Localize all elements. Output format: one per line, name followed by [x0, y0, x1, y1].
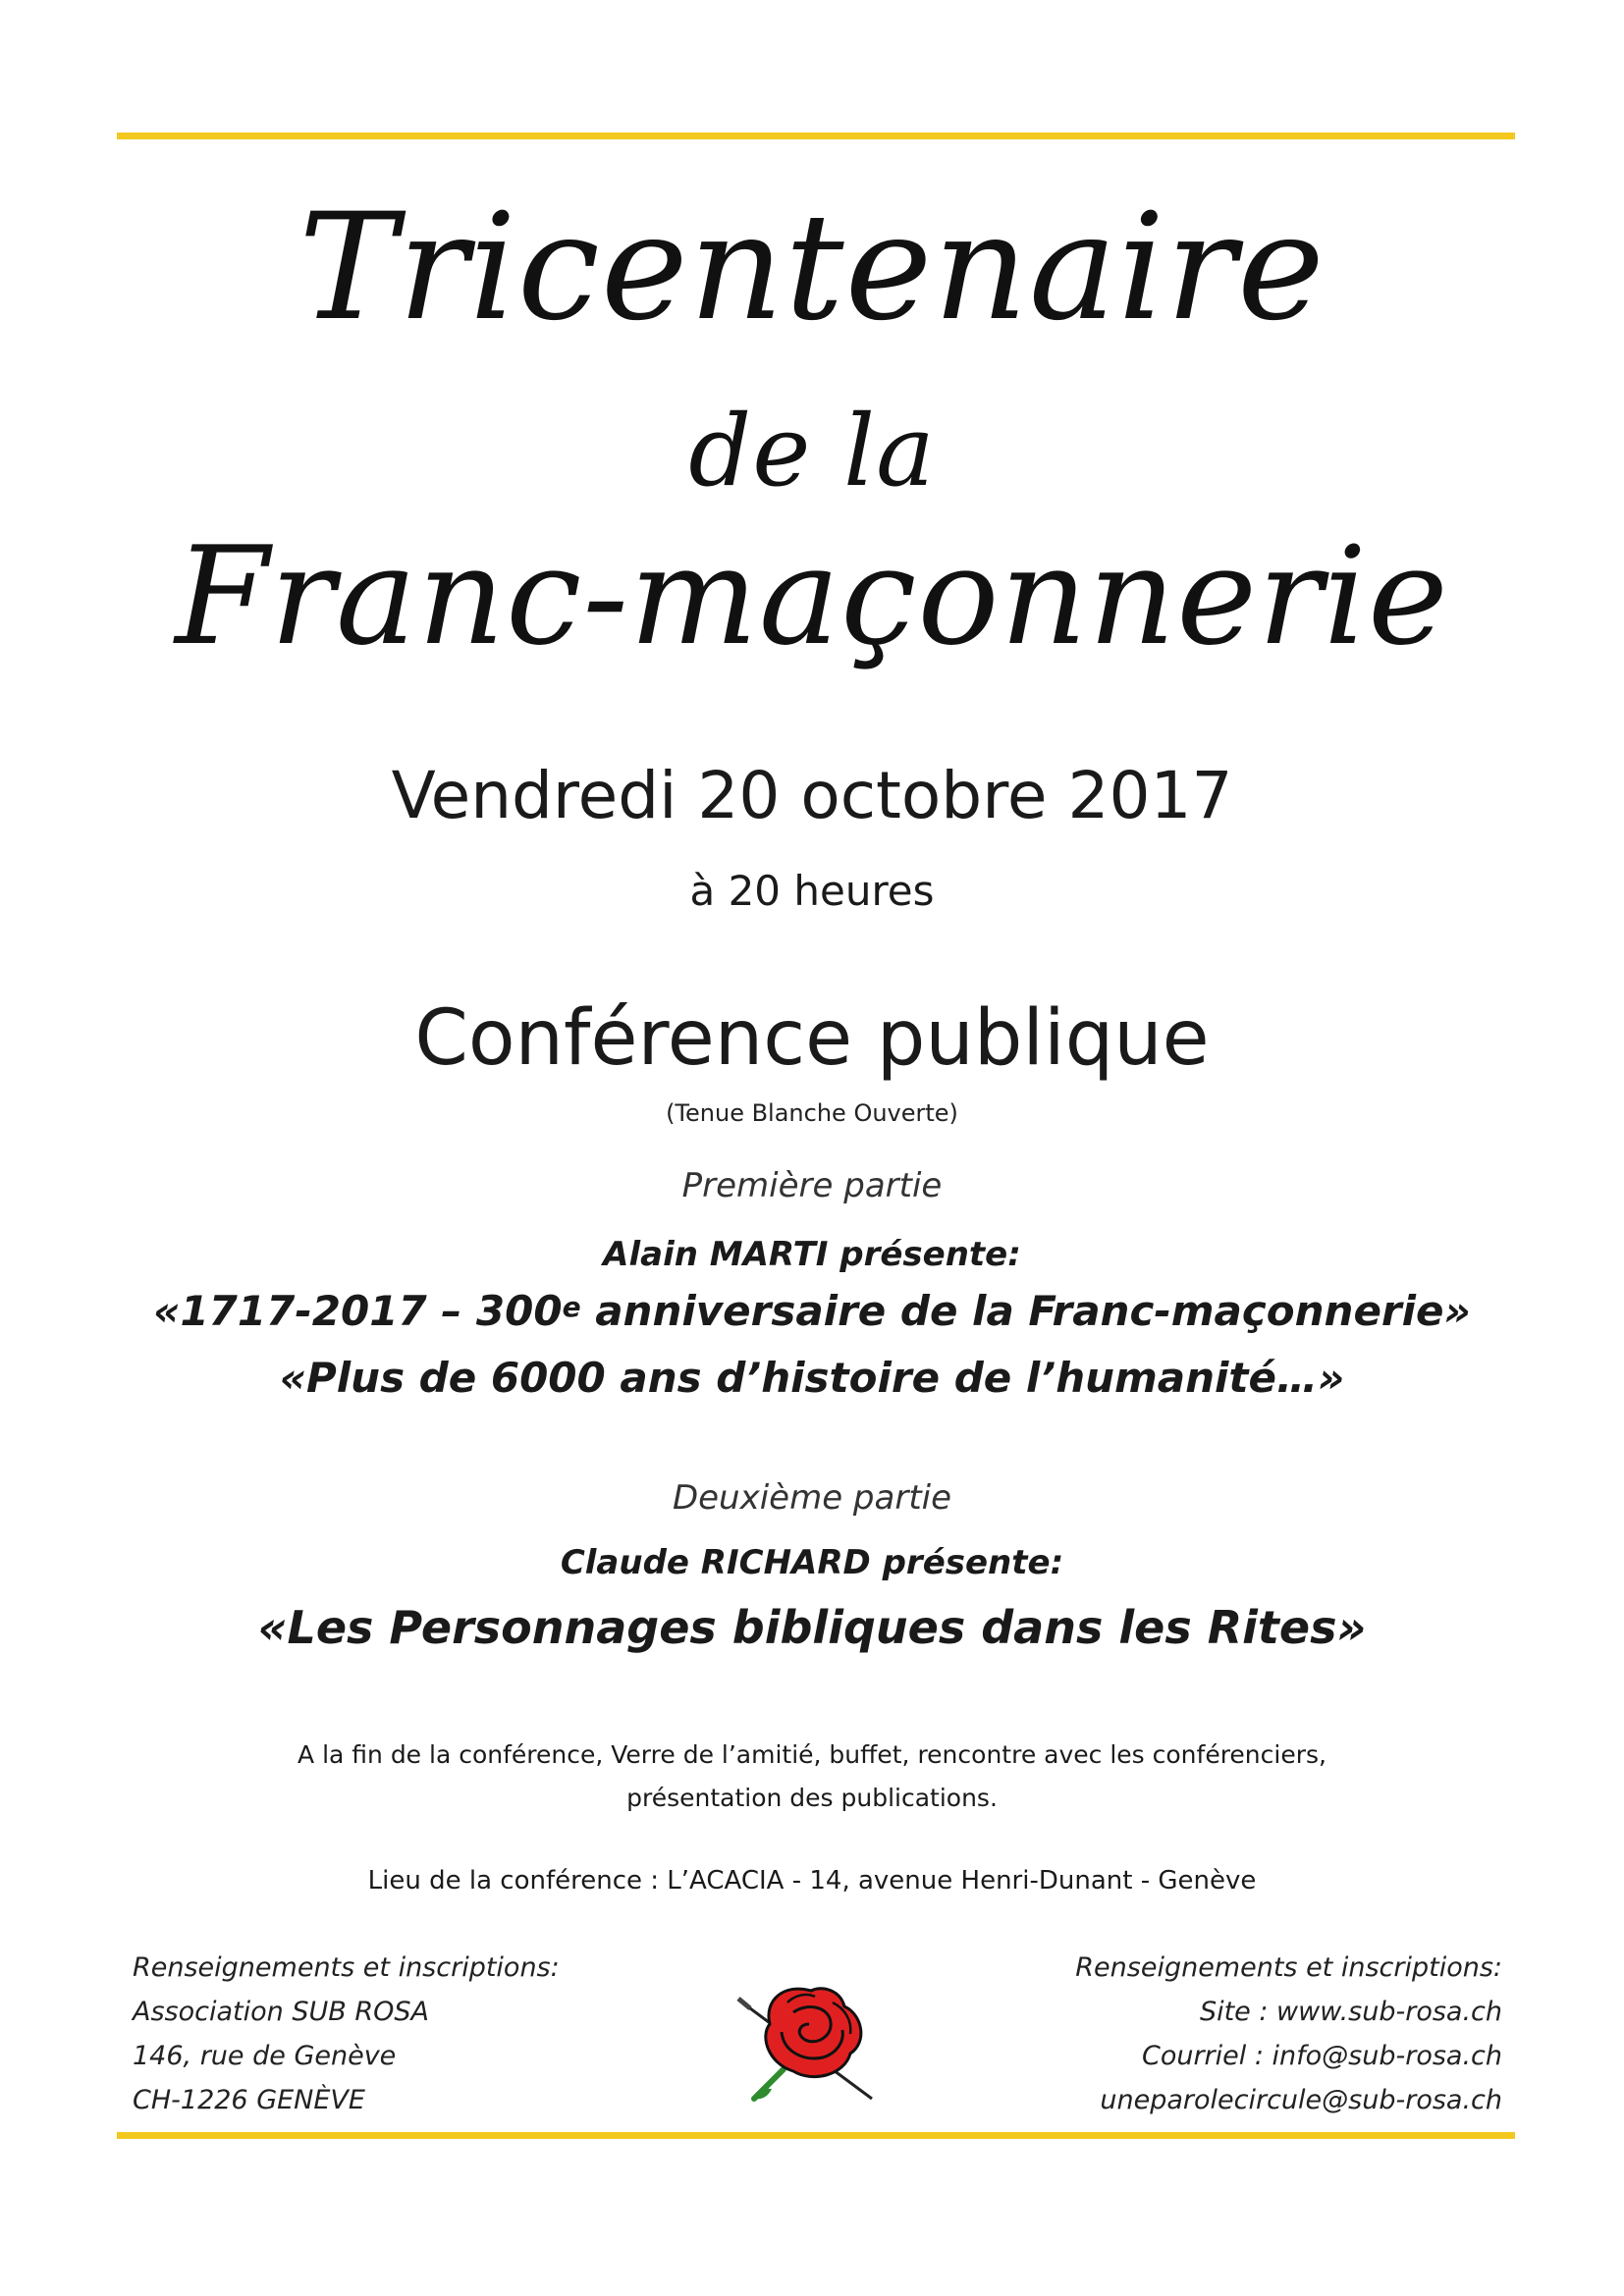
part2-label: Deuxième partie [672, 1478, 952, 1518]
bottom-yellow-rule [117, 2132, 1515, 2139]
part1-label: Première partie [681, 1166, 943, 1205]
event-date: Vendredi 20 octobre 2017 [391, 758, 1233, 833]
title-line-1: Tricentenaire [298, 183, 1326, 353]
info-line-2: présentation des publications. [626, 1784, 998, 1812]
part2-presenter: Claude RICHARD présente: [560, 1543, 1064, 1582]
event-subtype: (Tenue Blanche Ouverte) [666, 1099, 958, 1127]
contact-right [1075, 1946, 1502, 2122]
part1-quote-1 [0, 1284, 1624, 1339]
event-time: à 20 heures [689, 867, 935, 915]
rose-icon [725, 1973, 892, 2110]
contact-left-heading: Renseignements et inscriptions: [133, 1952, 560, 1983]
info-line-1: A la fin de la conférence, Verre de l’amitié, buffet, rencontre avec les conférenciers, [298, 1740, 1326, 1769]
part1-quote-2: «Plus de 6000 ans d’histoire de l’humanité…» [279, 1354, 1345, 1402]
event-type: Conférence publique [414, 994, 1210, 1083]
top-yellow-rule [117, 133, 1515, 139]
contact-left [133, 1946, 560, 2122]
contact-left-street: 146, rue de Genève [133, 2041, 397, 2071]
contact-right-mail-2[interactable]: uneparolecircule@sub-rosa.ch [1100, 2085, 1502, 2115]
part1-presenter: Alain MARTI présente: [603, 1235, 1021, 1274]
contact-right-site[interactable]: Site : www.sub-rosa.ch [1199, 1997, 1502, 2027]
contact-right-heading: Renseignements et inscriptions: [1075, 1952, 1502, 1983]
title-line-3: Franc-maçonnerie [175, 517, 1449, 675]
contact-right-mail-1[interactable]: Courriel : info@sub-rosa.ch [1141, 2041, 1502, 2071]
title-line-2: de la [688, 394, 936, 508]
part1-quote-1-sup: e [562, 1291, 581, 1323]
venue-line: Lieu de la conférence : L’ACACIA - 14, avenue Henri-Dunant - Genève [367, 1866, 1257, 1896]
contact-left-org: Association SUB ROSA [133, 1997, 429, 2027]
part2-quote: «Les Personnages bibliques dans les Rites» [257, 1601, 1367, 1654]
part1-quote-1-before: «1717-2017 – 300 [153, 1287, 563, 1335]
part1-quote-1-after: anniversaire de la Franc-maçonnerie» [580, 1287, 1471, 1335]
contact-left-city: CH-1226 GENÈVE [133, 2085, 365, 2115]
